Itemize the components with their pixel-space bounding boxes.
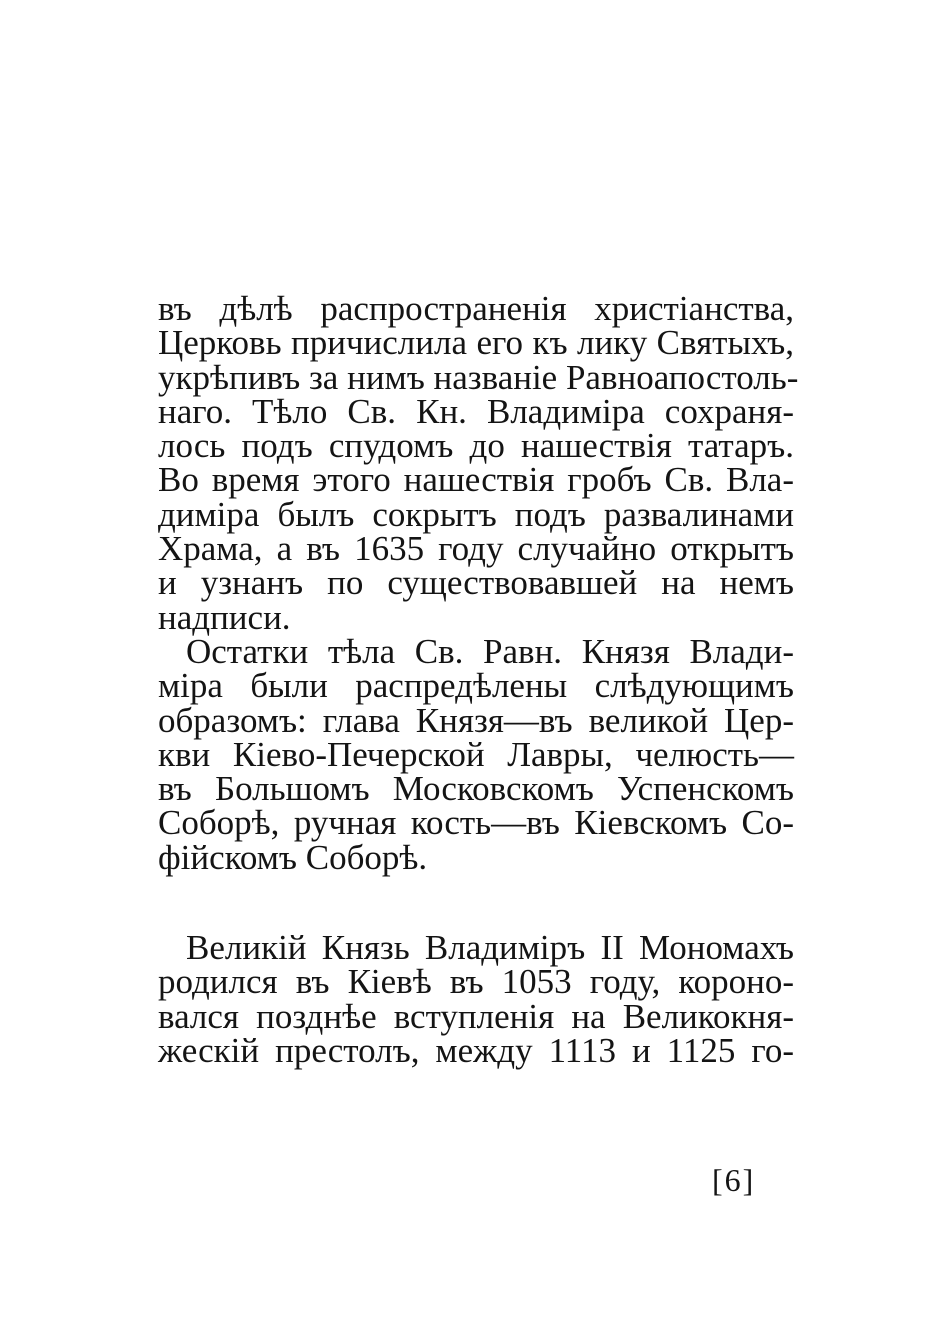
page-number: [6] [712, 1162, 756, 1198]
paragraph-3 [158, 928, 794, 1070]
paragraph-2 [158, 631, 794, 877]
text-line: жескій престолъ, между 1113 и 1125 го- [158, 1030, 794, 1070]
text-block-lower [158, 928, 794, 1070]
text-line: Церковь причислила его къ лику Святыхъ, [158, 323, 794, 363]
text-line: кви Кіево-Печерской Лавры, челюсть— [158, 734, 794, 774]
text-line: въ дѣлѣ распространенія христіанства, [158, 289, 794, 328]
text-line: лось подъ спудомъ до нашествія татаръ. [158, 426, 794, 466]
text-line: укрѣпивъ за нимъ названіе Равноапостоль- [158, 357, 799, 397]
text-line: міра были распредѣлены слѣдующимъ [158, 666, 794, 706]
text-line: Остатки тѣла Св. Равн. Князя Влади- [186, 631, 794, 671]
text-line: наго. Тѣло Св. Кн. Владиміра сохраня- [158, 391, 794, 431]
text-line: Соборѣ, ручная кость—въ Кіевскомъ Со- [158, 803, 794, 843]
text-line: образомъ: глава Князя—въ великой Цер- [158, 700, 794, 740]
text-line: Великій Князь Владиміръ II Мономахъ [186, 928, 794, 967]
text-block-upper [158, 289, 799, 877]
paragraph-1 [158, 289, 799, 637]
text-line: въ Большомъ Московскомъ Успенскомъ [158, 769, 794, 809]
text-line: и узнанъ по существовавшей на немъ [158, 563, 794, 603]
text-line: вался позднѣе вступленія на Великокня- [158, 996, 794, 1036]
text-line: надписи. [158, 597, 291, 637]
text-line: Храма, а въ 1635 году случайно открытъ [158, 529, 794, 569]
text-line: диміра былъ сокрытъ подъ развалинами [158, 494, 794, 534]
text-line: фійскомъ Соборѣ. [158, 837, 428, 877]
text-line: родился въ Кіевѣ въ 1053 году, короно- [158, 962, 794, 1002]
text-line: Во время этого нашествія гробъ Св. Вла- [158, 460, 794, 500]
